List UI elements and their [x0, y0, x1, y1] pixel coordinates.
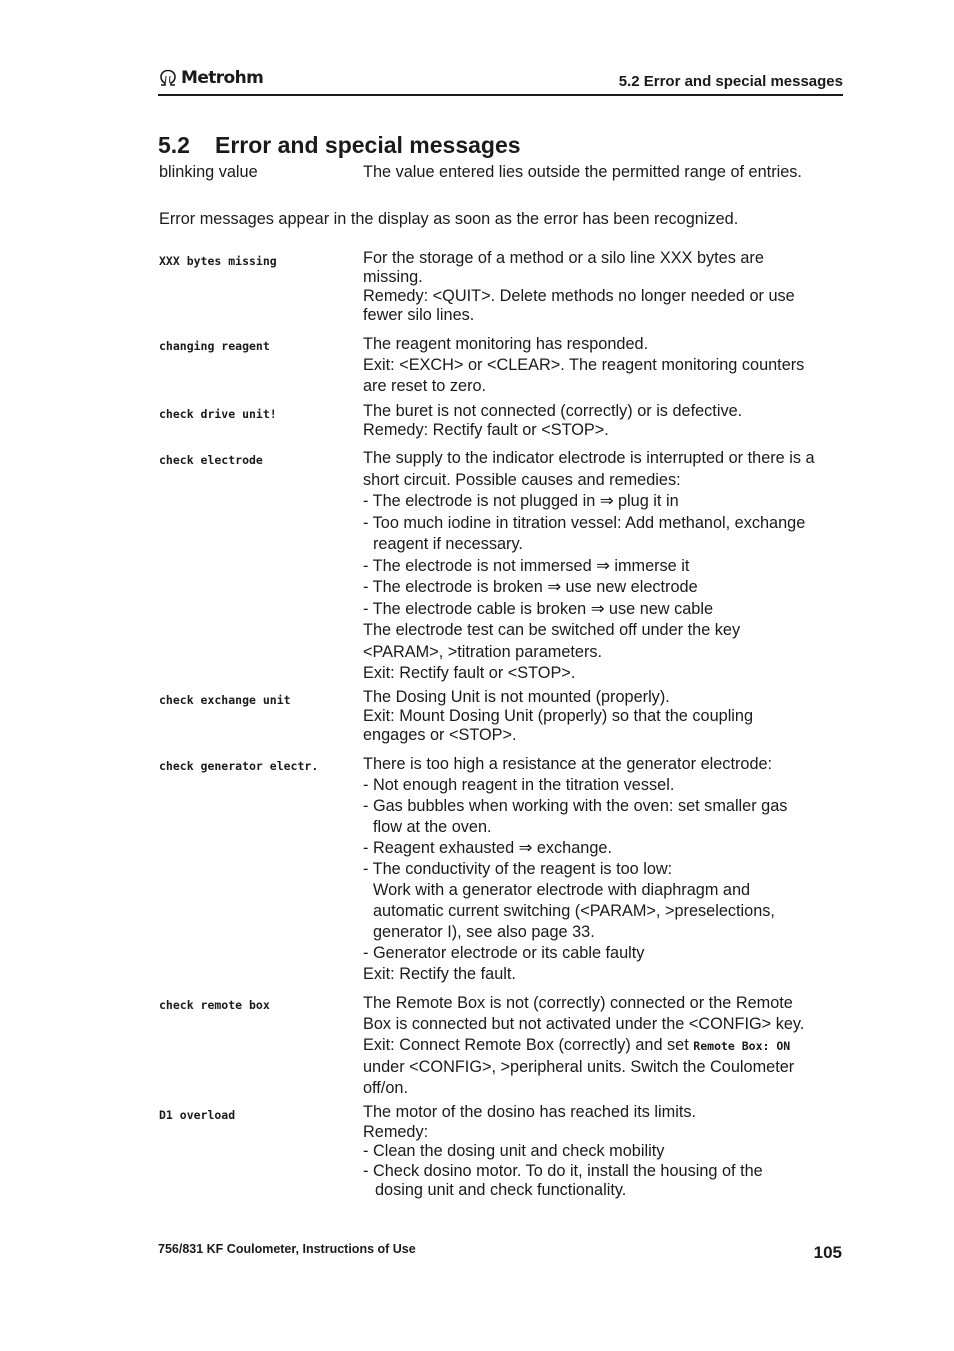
desc-line: Exit: <EXCH> or <CLEAR>. The reagent monitoring counters [363, 356, 805, 374]
section-number: 5.2 [158, 132, 190, 158]
desc-line: - The electrode cable is broken ⇒ use new cable [363, 599, 714, 618]
desc-line: The motor of the dosino has reached its limits. [363, 1103, 697, 1121]
error-term: changing reagent [159, 339, 270, 353]
desc-line: - Too much iodine in titration vessel: Add methanol, exchange [363, 513, 806, 532]
desc-line: flow at the oven. [373, 818, 492, 836]
desc-text: Exit: Connect Remote Box (correctly) and set [363, 1036, 689, 1054]
brand-name: Metrohm [181, 68, 264, 88]
error-description [363, 754, 845, 985]
desc-line: The reagent monitoring has responded. [363, 335, 649, 353]
desc-line: - The electrode is not plugged in ⇒ plug it in [363, 492, 679, 510]
desc-line: engages or <STOP>. [363, 726, 517, 744]
desc-line: Remedy: Rectify fault or <STOP>. [363, 421, 609, 439]
desc-line: The Dosing Unit is not mounted (properly). [363, 688, 670, 706]
section-heading [158, 132, 521, 159]
page-header [158, 66, 843, 96]
intro-text: The value entered lies outside the permitted range of entries. [363, 163, 802, 181]
desc-line: dosing unit and check functionality. [375, 1181, 627, 1199]
error-description [363, 249, 845, 325]
desc-line: Exit: Rectify fault or <STOP>. [363, 664, 576, 682]
desc-line: The supply to the indicator electrode is interrupted or there is a [363, 449, 815, 467]
desc-line: - Gas bubbles when working with the oven: set smaller gas [363, 797, 788, 815]
error-term: check drive unit! [159, 407, 277, 421]
desc-line: are reset to zero. [363, 377, 487, 395]
desc-line: fewer silo lines. [363, 306, 475, 324]
error-term: check remote box [159, 998, 270, 1012]
desc-line: - Generator electrode or its cable faulty [363, 944, 645, 962]
desc-line: short circuit. Possible causes and remedies: [363, 470, 681, 489]
intro-note: Error messages appear in the display as soon as the error has been recognized. [159, 210, 739, 228]
omega-logo-icon [158, 69, 178, 87]
desc-line [363, 1035, 845, 1057]
page-number: 105 [813, 1243, 842, 1262]
error-description [363, 402, 845, 440]
desc-line: There is too high a resistance at the generator electrode: [363, 755, 773, 773]
desc-line: Remedy: [363, 1122, 429, 1141]
desc-line: - The conductivity of the reagent is too low: [363, 860, 673, 878]
error-term: check exchange unit [159, 693, 291, 707]
error-description [363, 448, 845, 685]
brand [158, 68, 263, 88]
desc-line: reagent if necessary. [373, 535, 523, 553]
desc-line: - Reagent exhausted ⇒ exchange. [363, 839, 612, 857]
desc-line: missing. [363, 268, 423, 286]
error-term: check generator electr. [159, 759, 319, 773]
desc-line: Exit: Mount Dosing Unit (properly) so that the coupling [363, 707, 754, 725]
desc-line: For the storage of a method or a silo line XXX bytes are [363, 249, 764, 267]
header-section-title: 5.2 Error and special messages [618, 73, 843, 90]
desc-line: Exit: Rectify the fault. [363, 965, 516, 983]
desc-line: generator I), see also page 33. [373, 923, 595, 941]
section-title: Error and special messages [215, 132, 521, 158]
desc-line: - Clean the dosing unit and check mobility [363, 1142, 665, 1160]
desc-line: off/on. [363, 1079, 408, 1097]
desc-line: Remedy: <QUIT>. Delete methods no longer needed or use [363, 287, 795, 305]
desc-line: - Check dosino motor. To do it, install the housing of the [363, 1161, 763, 1180]
desc-line: The Remote Box is not (correctly) connected or the Remote [363, 994, 793, 1012]
desc-line: The buret is not connected (correctly) or is defective. [363, 402, 743, 420]
error-description [363, 993, 845, 1099]
display-text: Remote Box: ON [693, 1039, 791, 1053]
desc-line: under <CONFIG>, >peripheral units. Switch the Coulometer [363, 1058, 795, 1076]
desc-line: - The electrode is not immersed ⇒ immerse it [363, 556, 690, 575]
footer-title: 756/831 KF Coulometer, Instructions of Use [158, 1242, 416, 1256]
desc-line: Work with a generator electrode with diaphragm and [373, 881, 751, 899]
desc-line: - Not enough reagent in the titration vessel. [363, 776, 675, 794]
error-description [363, 1103, 845, 1201]
desc-line: The electrode test can be switched off under the key [363, 621, 741, 639]
error-description [363, 334, 845, 397]
intro-term: blinking value [159, 163, 258, 181]
error-term: check electrode [159, 453, 263, 467]
desc-line: <PARAM>, >titration parameters. [363, 642, 603, 661]
error-term: D1 overload [159, 1108, 236, 1122]
desc-line: - The electrode is broken ⇒ use new electrode [363, 578, 698, 596]
desc-line: Box is connected but not activated under the <CONFIG> key. [363, 1015, 805, 1033]
desc-line: automatic current switching (<PARAM>, >preselections, [373, 902, 775, 920]
error-description [363, 688, 845, 745]
error-term: XXX bytes missing [159, 254, 277, 268]
